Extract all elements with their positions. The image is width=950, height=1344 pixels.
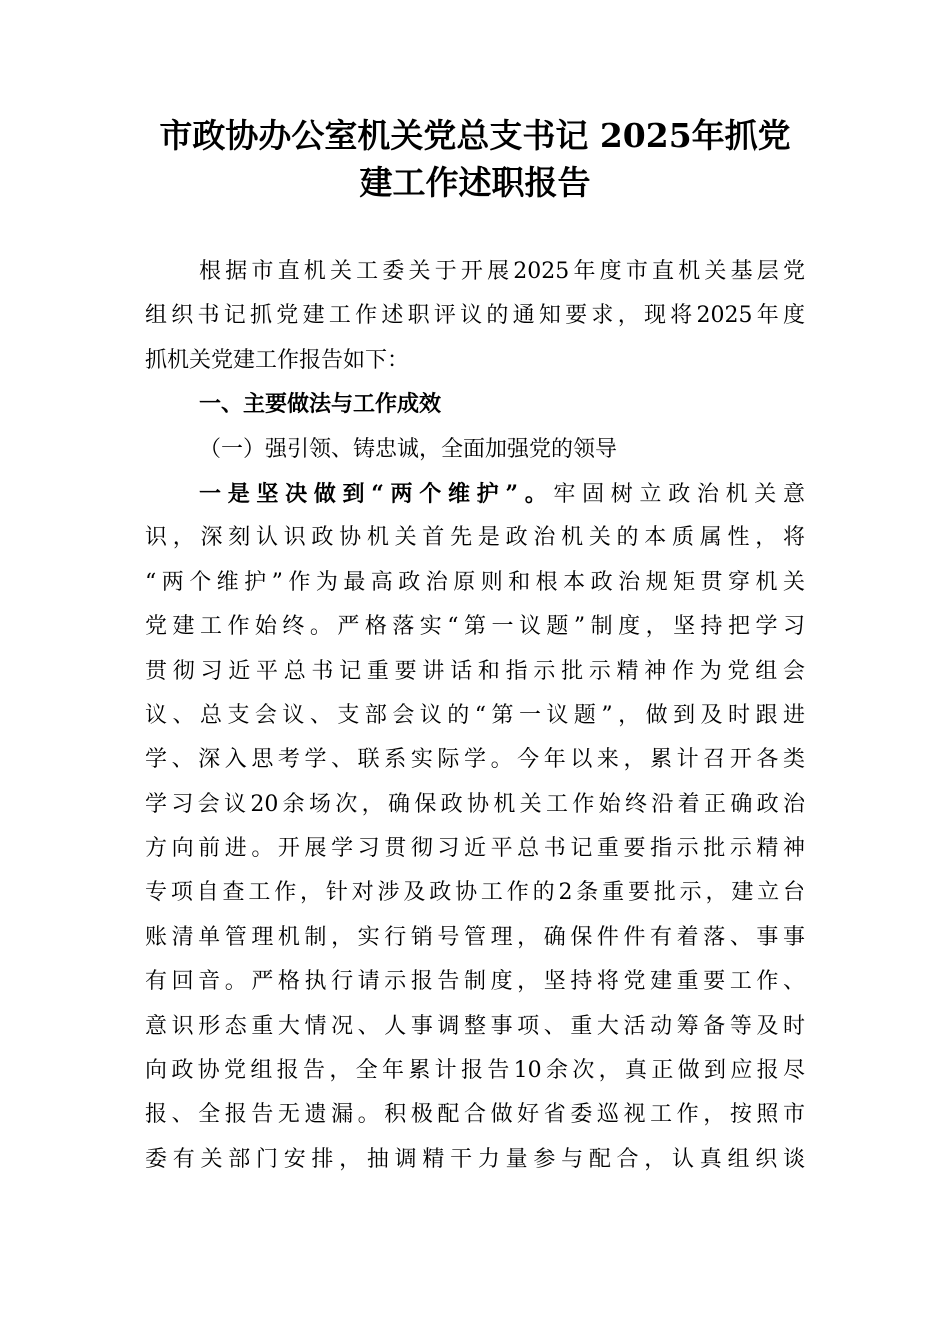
- body-line: 学习会议20余场次，确保政协机关工作始终沿着正确政治: [145, 791, 805, 817]
- intro-line: 组织书记抓党建工作述职评议的通知要求，现将2025年度: [145, 303, 805, 329]
- title-line: 建工作述职报告: [359, 163, 591, 202]
- body-line: 委有关部门安排，抽调精干力量参与配合，认真组织谈: [145, 1146, 805, 1172]
- lead-rest-text: 牢固树立政治机关意: [553, 481, 805, 507]
- body-line: “两个维护”作为最高政治原则和根本政治规矩贯穿机关: [145, 569, 805, 595]
- body-line: 党建工作始终。严格落实“第一议题”制度，坚持把学习: [145, 614, 805, 640]
- body-line: 账清单管理机制，实行销号管理，确保件件有着落、事事: [145, 924, 805, 950]
- document-title: [120, 112, 830, 206]
- section-heading: 一、主要做法与工作成效: [199, 392, 442, 418]
- lead-line: [145, 472, 805, 516]
- intro-line: 抓机关党建工作报告如下：: [145, 347, 410, 373]
- document-body: [145, 250, 805, 1182]
- body-line: 贯彻习近平总书记重要讲话和指示批示精神作为党组会: [145, 658, 805, 684]
- body-line: 方向前进。开展学习贯彻习近平总书记重要指示批示精神: [145, 836, 805, 862]
- title-line: 市政协办公室机关党总支书记 2025年抓党: [159, 116, 791, 155]
- body-line: 有回音。严格执行请示报告制度，坚持将党建重要工作、: [145, 969, 805, 995]
- body-line: 识，深刻认识政协机关首先是政治机关的本质属性，将: [145, 525, 805, 551]
- body-line: 报、全报告无遗漏。积极配合做好省委巡视工作，按照市: [145, 1102, 805, 1128]
- lead-bold-text: 一是坚决做到“两个维护”。: [199, 480, 554, 507]
- body-line: 议、总支会议、支部会议的“第一议题”，做到及时跟进: [145, 702, 805, 728]
- subsection-heading: （一）强引领、铸忠诚，全面加强党的领导: [199, 436, 618, 462]
- body-line: 向政协党组报告，全年累计报告10余次，真正做到应报尽: [145, 1058, 805, 1084]
- body-line: 学、深入思考学、联系实际学。今年以来，累计召开各类: [145, 747, 805, 773]
- body-line: 意识形态重大情况、人事调整事项、重大活动筹备等及时: [145, 1013, 805, 1039]
- intro-line: 根据市直机关工委关于开展2025年度市直机关基层党: [199, 259, 805, 284]
- body-line: 专项自查工作，针对涉及政协工作的2条重要批示，建立台: [145, 880, 805, 906]
